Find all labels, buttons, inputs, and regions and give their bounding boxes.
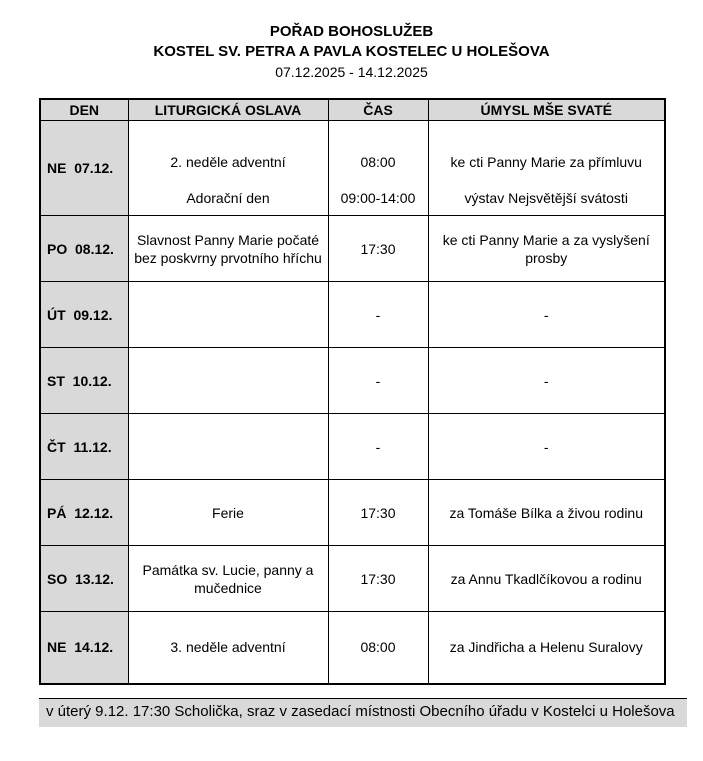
celebration-cell: Slavnost Panny Marie počaté bez poskvrny prvotního hříchu bbox=[128, 216, 328, 282]
day-cell: ST 10.12. bbox=[40, 348, 128, 414]
celebration-cell: Památka sv. Lucie, panny a mučednice bbox=[128, 546, 328, 612]
time-cell: - bbox=[328, 282, 428, 348]
intention-line-1: ke cti Panny Marie za přímluvu bbox=[450, 154, 642, 170]
time-cell: - bbox=[328, 414, 428, 480]
celebration-line-2: Adorační den bbox=[186, 190, 270, 206]
footer-note: v úterý 9.12. 17:30 Scholička, sraz v zasedací místnosti Obecního úřadu v Kostelci u Holešova bbox=[39, 698, 687, 727]
day-cell: ÚT 09.12. bbox=[40, 282, 128, 348]
col-header-cas: ČAS bbox=[328, 99, 428, 121]
celebration-cell bbox=[128, 121, 328, 216]
time-cell bbox=[328, 121, 428, 216]
day-cell: PÁ 12.12. bbox=[40, 480, 128, 546]
celebration-cell bbox=[128, 348, 328, 414]
table-row-ne-14-12 bbox=[40, 612, 665, 684]
col-header-den: DEN bbox=[40, 99, 128, 121]
day-cell: NE 07.12. bbox=[40, 121, 128, 216]
intention-cell: za Annu Tkadlčíkovou a rodinu bbox=[428, 546, 665, 612]
time-cell: 17:30 bbox=[328, 546, 428, 612]
time-cell: 08:00 bbox=[328, 612, 428, 684]
intention-cell: - bbox=[428, 348, 665, 414]
intention-cell: - bbox=[428, 282, 665, 348]
intention-cell: za Tomáše Bílka a živou rodinu bbox=[428, 480, 665, 546]
header-row bbox=[40, 99, 665, 121]
table-row-ne-07-12 bbox=[40, 121, 665, 216]
time-cell: 17:30 bbox=[328, 480, 428, 546]
time-line-1: 08:00 bbox=[360, 154, 396, 170]
page-subtitle: KOSTEL SV. PETRA A PAVLA KOSTELEC U HOLEŠOVA bbox=[153, 43, 550, 60]
day-cell: SO 13.12. bbox=[40, 546, 128, 612]
celebration-cell bbox=[128, 282, 328, 348]
intention-cell: - bbox=[428, 414, 665, 480]
time-cell: 17:30 bbox=[328, 216, 428, 282]
celebration-cell: Ferie bbox=[128, 480, 328, 546]
schedule-table bbox=[39, 98, 666, 685]
celebration-cell: 3. neděle adventní bbox=[128, 612, 328, 684]
intention-cell: za Jindřicha a Helenu Suralovy bbox=[428, 612, 665, 684]
intention-cell bbox=[428, 121, 665, 216]
page-title: POŘAD BOHOSLUŽEB bbox=[269, 23, 434, 40]
table-row-ut-09-12 bbox=[40, 282, 665, 348]
table-row-st-10-12 bbox=[40, 348, 665, 414]
day-cell: NE 14.12. bbox=[40, 612, 128, 684]
time-line-2: 09:00-14:00 bbox=[340, 190, 416, 206]
celebration-line-1: 2. neděle adventní bbox=[170, 154, 286, 170]
date-range: 07.12.2025 - 14.12.2025 bbox=[275, 64, 428, 80]
table-row-po-08-12 bbox=[40, 216, 665, 282]
col-header-umysl-mse-svate: ÚMYSL MŠE SVATÉ bbox=[428, 99, 665, 121]
day-cell: PO 08.12. bbox=[40, 216, 128, 282]
celebration-cell bbox=[128, 414, 328, 480]
table-row-ct-11-12 bbox=[40, 414, 665, 480]
table-row-so-13-12 bbox=[40, 546, 665, 612]
table-row-pa-12-12 bbox=[40, 480, 665, 546]
document-header bbox=[39, 22, 664, 82]
time-cell: - bbox=[328, 348, 428, 414]
intention-cell: ke cti Panny Marie a za vyslyšení prosby bbox=[428, 216, 665, 282]
col-header-liturgicka-oslava: LITURGICKÁ OSLAVA bbox=[128, 99, 328, 121]
day-cell: ČT 11.12. bbox=[40, 414, 128, 480]
intention-line-2: výstav Nejsvětější svátosti bbox=[464, 190, 628, 206]
